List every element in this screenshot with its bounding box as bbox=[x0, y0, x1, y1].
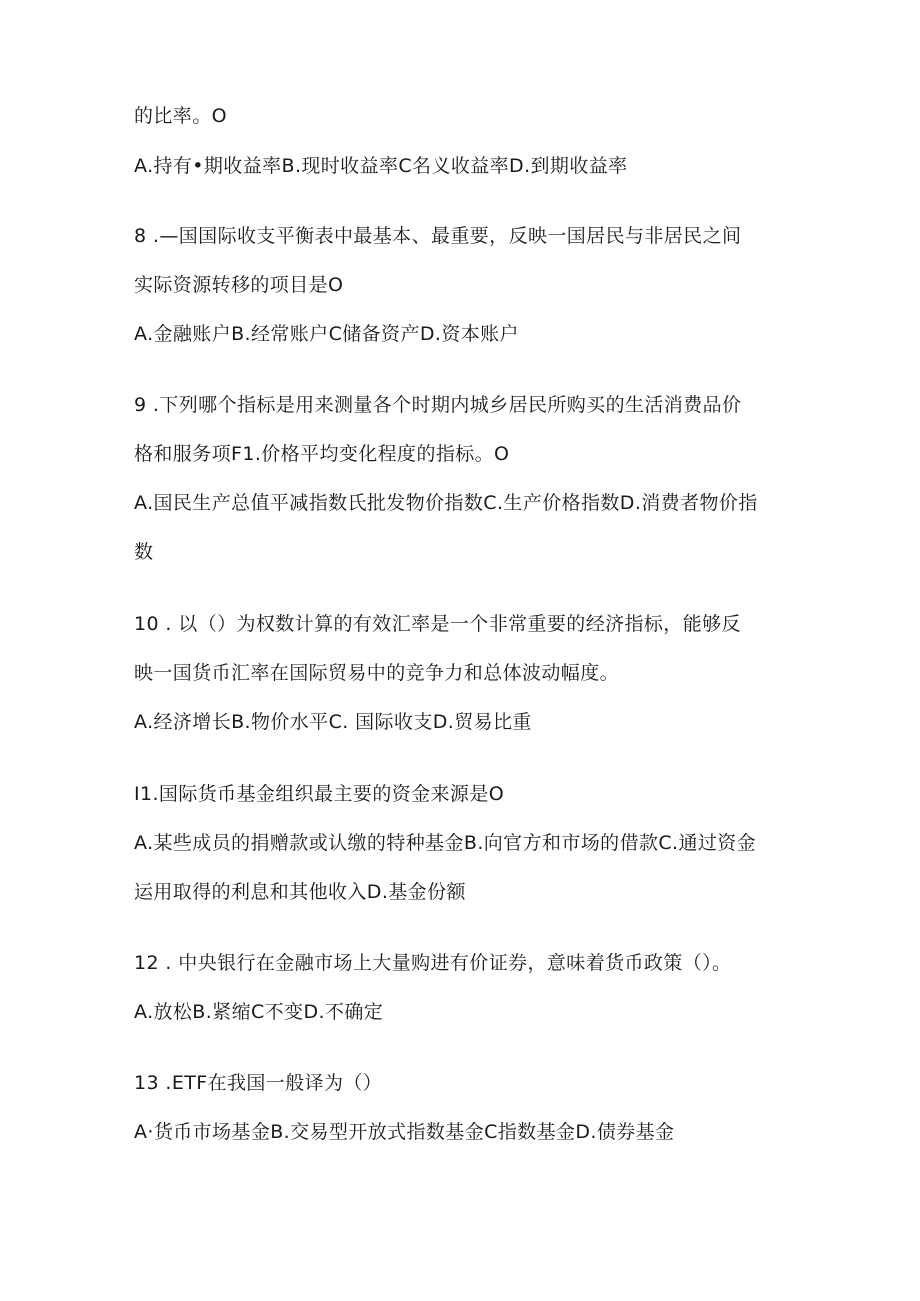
question-9-stem: 9 .下列哪个指标是用来测量各个时期内城乡居民所购买的生活消费品价 bbox=[134, 394, 742, 416]
question-7-stem-end: 的比率。O bbox=[134, 105, 227, 127]
question-11-options: A.某些成员的捐赠款或认缴的特种基金B.向官方和市场的借款C.通过资金 bbox=[134, 832, 757, 854]
question-12-stem: 12 . 中央银行在金融市场上大量购进有价证券，意味着货币政策（）。 bbox=[134, 952, 732, 974]
question-9-options: A.国民生产总值平减指数氏批发物价指数C.生产价格指数D.消费者物价指 bbox=[134, 492, 758, 514]
question-9-stem-cont: 格和服务项F1.价格平均变化程度的指标。O bbox=[134, 443, 510, 465]
question-8-stem-cont: 实际资源转移的项目是O bbox=[134, 274, 344, 296]
question-13-options: A·货币市场基金B.交易型开放式指数基金C指数基金D.债券基金 bbox=[134, 1121, 675, 1143]
question-8-stem: 8 .—国国际收支平衡表中最基本、最重要，反映一国居民与非居民之间 bbox=[134, 225, 742, 247]
question-12-options: A.放松B.紧缩C不变D.不确定 bbox=[134, 1001, 384, 1023]
question-9-options-cont: 数 bbox=[134, 541, 154, 563]
question-10-stem: 10 . 以（）为权数计算的有效汇率是一个非常重要的经济指标，能够反 bbox=[134, 613, 741, 635]
question-10-stem-cont: 映一国货币汇率在国际贸易中的竞争力和总体波动幅度。 bbox=[134, 662, 620, 684]
question-13-stem: 13 .ETF在我国一般译为（） bbox=[134, 1072, 383, 1094]
question-11-options-cont: 运用取得的利息和其他收入D.基金份额 bbox=[134, 881, 466, 903]
question-11-stem: I1.国际货币基金组织最主要的资金来源是O bbox=[134, 783, 505, 805]
question-7-options: A.持有•期收益率B.现时收益率C名义收益率D.到期收益率 bbox=[134, 155, 628, 177]
question-8-options: A.金融账户B.经常账户C储备资产D.资本账户 bbox=[134, 323, 519, 345]
question-10-options: A.经济增长B.物价水平C. 国际收支D.贸易比重 bbox=[134, 711, 532, 733]
